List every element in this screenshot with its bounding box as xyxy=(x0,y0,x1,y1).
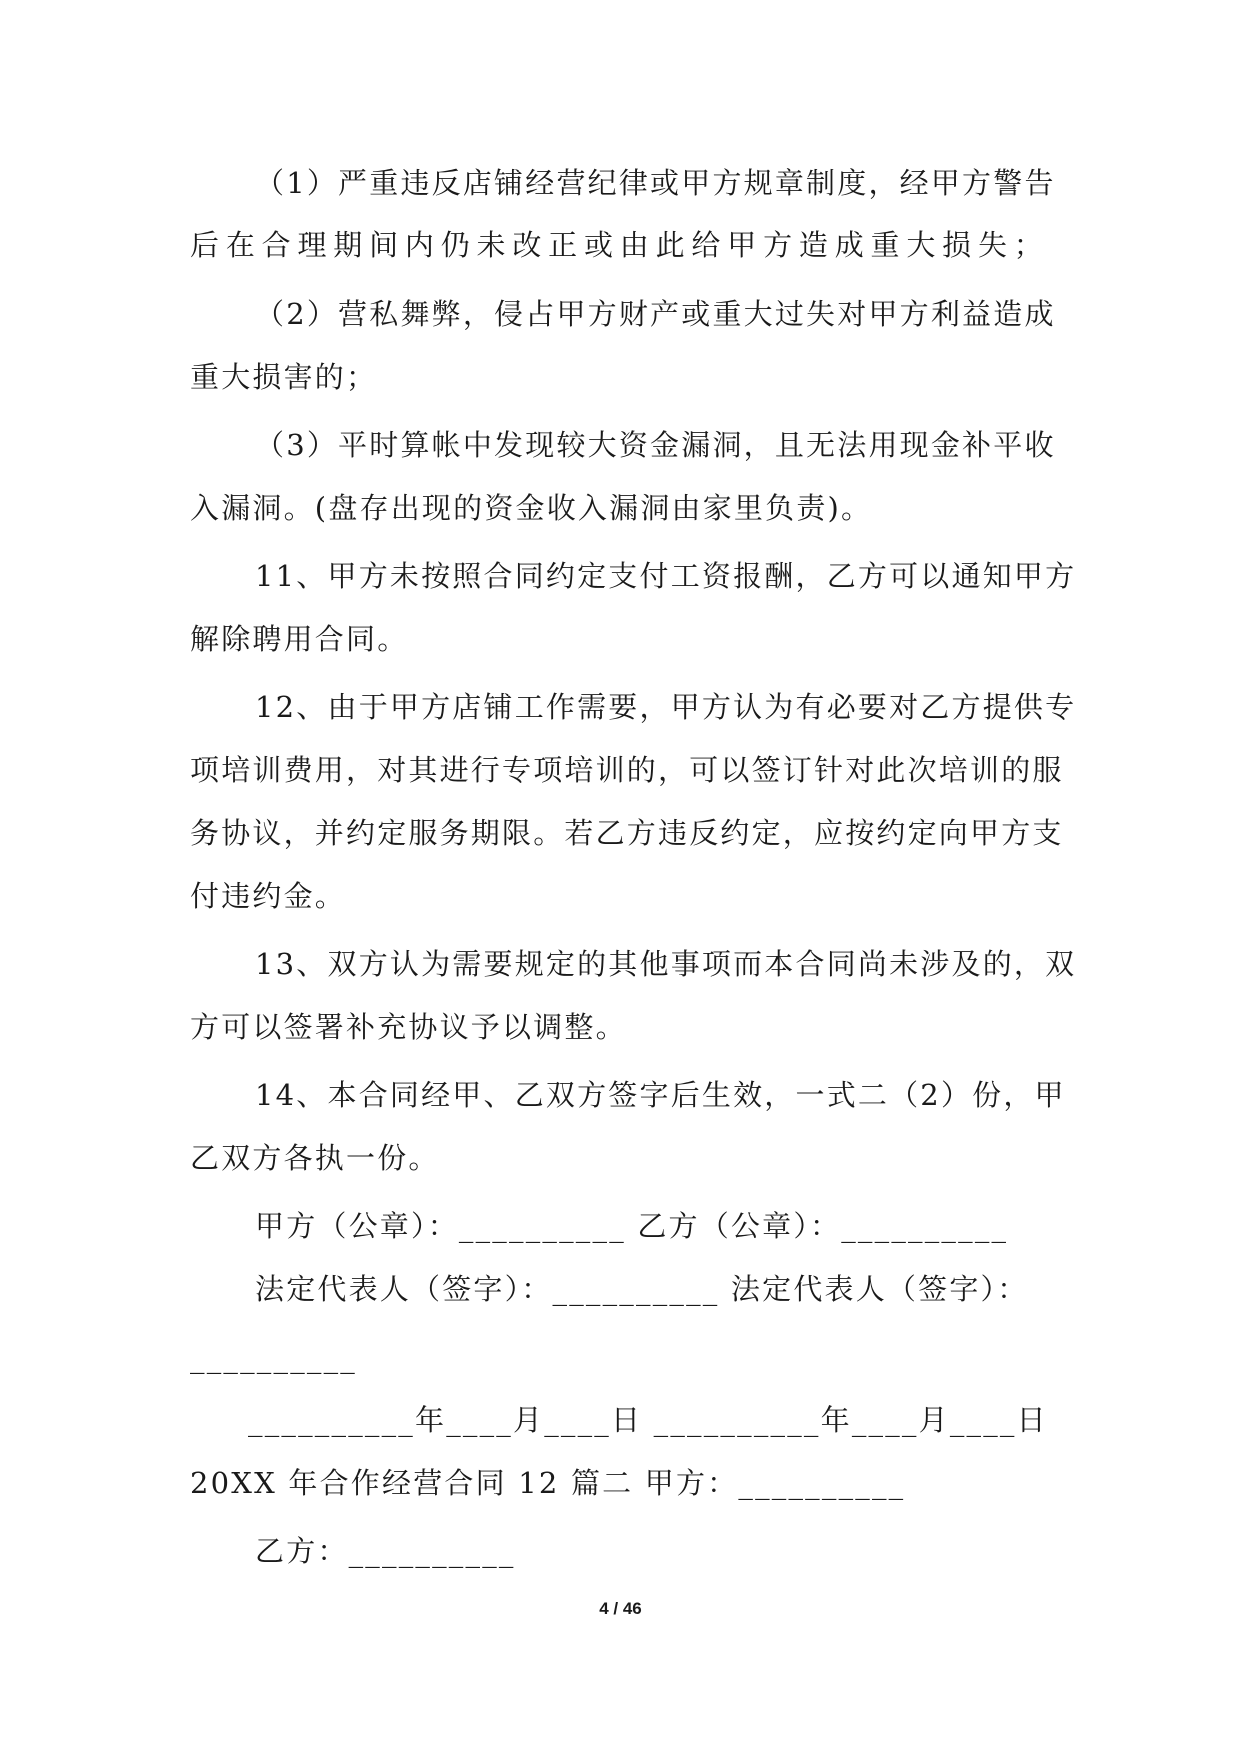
clause-11-line-2: 解除聘用合同。 xyxy=(190,622,409,656)
seal-line: 甲方（公章）：__________ 乙方（公章）：__________ xyxy=(255,1209,1009,1243)
clause-14-line-2: 乙双方各执一份。 xyxy=(190,1141,440,1175)
clause-2-line-2: 重大损害的； xyxy=(190,360,378,394)
clause-1-line-1: （1）严重违反店铺经营纪律或甲方规章制度，经甲方警告 xyxy=(255,166,1056,200)
clause-12-line-4: 付违约金。 xyxy=(190,879,347,913)
date-line: __________年____月____日 __________年____月____日 xyxy=(248,1403,1048,1437)
clause-3-line-2: 入漏洞。(盘存出现的资金收入漏洞由家里负责)。 xyxy=(190,491,873,525)
clause-3-line-1: （3）平时算帐中发现较大资金漏洞，且无法用现金补平收 xyxy=(255,428,1056,462)
representative-line-continued: __________ xyxy=(190,1340,357,1374)
party-b-line: 乙方：__________ xyxy=(255,1534,516,1568)
clause-1-line-2: 后在合理期间内仍未改正或由此给甲方造成重大损失； xyxy=(190,228,1045,262)
representative-line: 法定代表人（签字）：__________ 法定代表人（签字）： xyxy=(255,1272,1029,1306)
clause-2-line-1: （2）营私舞弊，侵占甲方财产或重大过失对甲方利益造成 xyxy=(255,297,1056,331)
section-title-line: 20XX 年合作经营合同 12 篇二 甲方：__________ xyxy=(190,1466,906,1500)
page-number: 4 / 46 xyxy=(599,1599,642,1618)
clause-11-line-1: 11、甲方未按照合同约定支付工资报酬，乙方可以通知甲方 xyxy=(255,559,1077,593)
clause-12-line-1: 12、由于甲方店铺工作需要，甲方认为有必要对乙方提供专 xyxy=(255,690,1077,724)
clause-14-line-1: 14、本合同经甲、乙双方签字后生效，一式二（2）份，甲 xyxy=(255,1078,1066,1112)
clause-13-line-1: 13、双方认为需要规定的其他事项而本合同尚未涉及的，双 xyxy=(255,947,1077,981)
clause-13-line-2: 方可以签署补充协议予以调整。 xyxy=(190,1010,627,1044)
clause-12-line-2: 项培训费用，对其进行专项培训的，可以签订针对此次培训的服 xyxy=(190,753,1064,787)
clause-12-line-3: 务协议，并约定服务期限。若乙方违反约定，应按约定向甲方支 xyxy=(190,816,1064,850)
